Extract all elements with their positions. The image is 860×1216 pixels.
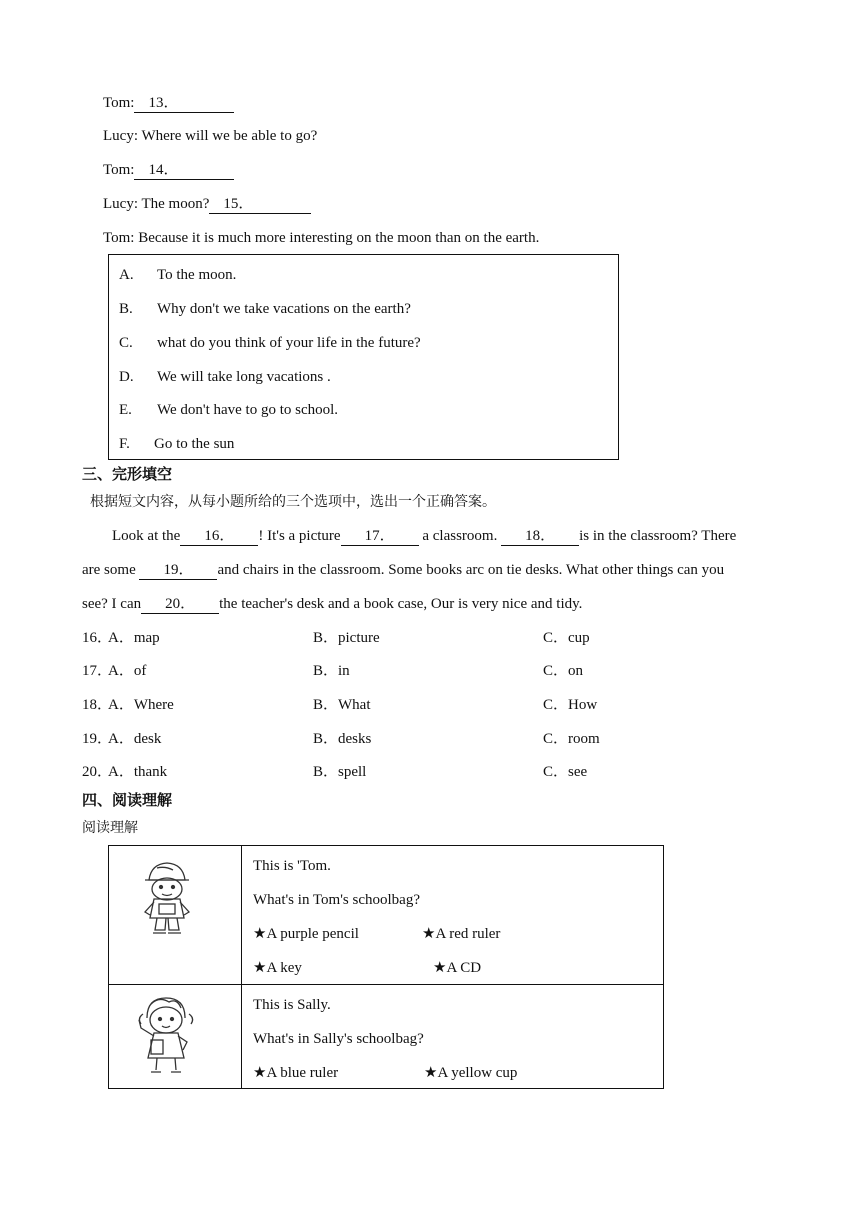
option-c <box>119 333 421 353</box>
cloze-text: is in the classroom? There <box>579 528 737 544</box>
choice-a[interactable]: A．thank <box>108 764 168 780</box>
speaker-tom: Tom: <box>103 162 135 178</box>
option-key: E. <box>119 402 132 418</box>
speaker-tom: Tom: <box>103 95 135 111</box>
blank-14: 14． <box>134 161 234 180</box>
option-a <box>119 265 236 285</box>
options-box <box>108 254 619 460</box>
tom-item-cd: ★A CD <box>433 960 482 976</box>
dialogue-line-13 <box>103 93 234 113</box>
choice-a[interactable]: A．Where <box>108 697 174 713</box>
question-18 <box>82 695 782 715</box>
blank-17: 17． <box>341 527 419 546</box>
question-number: 16． <box>82 630 113 646</box>
option-key: D. <box>119 369 134 385</box>
girl-cartoon-icon <box>129 992 203 1076</box>
cloze-text: Look at the <box>112 528 181 544</box>
option-d <box>119 367 331 387</box>
question-number: 18． <box>82 697 113 713</box>
blank-18: 18． <box>501 527 579 546</box>
blank-13: 13． <box>134 94 234 113</box>
option-e <box>119 400 338 420</box>
section-3-instruction: 根据短文内容，从每小题所给的三个选项中，选出一个正确答案。 <box>90 494 496 510</box>
boy-cartoon-icon <box>135 858 199 940</box>
blank-16: 16． <box>180 527 258 546</box>
choice-b[interactable]: B．in <box>313 663 350 679</box>
cloze-text: a classroom. <box>418 528 502 544</box>
cloze-paragraph-line-3 <box>82 594 582 614</box>
tom-item-red-ruler: ★A red ruler <box>422 926 501 942</box>
dialogue-text: Lucy: The moon? <box>103 196 210 212</box>
option-key: C. <box>119 335 133 351</box>
option-b <box>119 299 411 319</box>
tom-intro: This is 'Tom. <box>253 858 331 874</box>
cloze-text: are some <box>82 562 140 578</box>
dialogue-line-14 <box>103 160 234 180</box>
sally-item-yellow-cup: ★A yellow cup <box>424 1065 518 1081</box>
tom-question: What's in Tom's schoolbag? <box>253 892 420 908</box>
section-4-subheading: 阅读理解 <box>82 820 138 836</box>
section-3-heading: 三、完形填空 <box>82 465 173 483</box>
table-divider-vertical <box>241 846 242 1088</box>
cloze-text: and chairs in the classroom. Some books arc on tie desks. What other things can you <box>217 562 725 578</box>
cloze-text: the teacher's desk and a book case, Our is very nice and tidy. <box>219 596 583 612</box>
question-20 <box>82 762 782 782</box>
choice-b[interactable]: B．What <box>313 697 371 713</box>
cloze-paragraph-line-2 <box>82 560 724 580</box>
choice-c[interactable]: C．see <box>543 764 588 780</box>
option-key: B. <box>119 301 133 317</box>
option-f <box>119 434 234 454</box>
tom-item-key: ★A key <box>253 960 302 976</box>
option-text: We will take long vacations . <box>157 369 331 385</box>
option-text: To the moon. <box>157 267 237 283</box>
choice-c[interactable]: C．How <box>543 697 598 713</box>
choice-a[interactable]: A．desk <box>108 731 162 747</box>
question-number: 19． <box>82 731 113 747</box>
option-key: A. <box>119 267 134 283</box>
question-number: 20． <box>82 764 113 780</box>
blank-15: 15． <box>209 195 311 214</box>
blank-19: 19． <box>139 561 217 580</box>
choice-b[interactable]: B．spell <box>313 764 367 780</box>
tom-item-purple-pencil: ★A purple pencil <box>253 926 359 942</box>
option-key: F. <box>119 436 130 452</box>
option-text: what do you think of your life in the future? <box>157 335 421 351</box>
choice-c[interactable]: C．on <box>543 663 584 679</box>
option-text: Why don't we take vacations on the earth? <box>157 301 411 317</box>
cloze-text: ! It's a picture <box>258 528 341 544</box>
cloze-text: see? I can <box>82 596 142 612</box>
dialogue-line-15 <box>103 194 311 214</box>
question-19 <box>82 729 782 749</box>
sally-item-blue-ruler: ★A blue ruler <box>253 1065 339 1081</box>
option-text: We don't have to go to school. <box>157 402 339 418</box>
reading-table <box>108 845 664 1089</box>
choice-b[interactable]: B．picture <box>313 630 380 646</box>
blank-20: 20． <box>141 595 219 614</box>
choice-b[interactable]: B．desks <box>313 731 372 747</box>
choice-c[interactable]: C．room <box>543 731 600 747</box>
cloze-paragraph-line-1 <box>112 526 736 546</box>
dialogue-line-lucy-1: Lucy: Where will we be able to go? <box>103 128 318 144</box>
choice-a[interactable]: A．of <box>108 663 147 679</box>
choice-a[interactable]: A．map <box>108 630 160 646</box>
choice-c[interactable]: C．cup <box>543 630 590 646</box>
dialogue-line-tom-last: Tom: Because it is much more interesting on the moon than on the earth. <box>103 230 540 246</box>
sally-question: What's in Sally's schoolbag? <box>253 1031 424 1047</box>
option-text: Go to the sun <box>154 436 235 452</box>
question-number: 17． <box>82 663 113 679</box>
question-17 <box>82 661 782 681</box>
section-4-heading: 四、阅读理解 <box>82 791 173 809</box>
question-16 <box>82 628 782 648</box>
sally-intro: This is Sally. <box>253 997 331 1013</box>
table-divider-horizontal <box>109 984 663 985</box>
